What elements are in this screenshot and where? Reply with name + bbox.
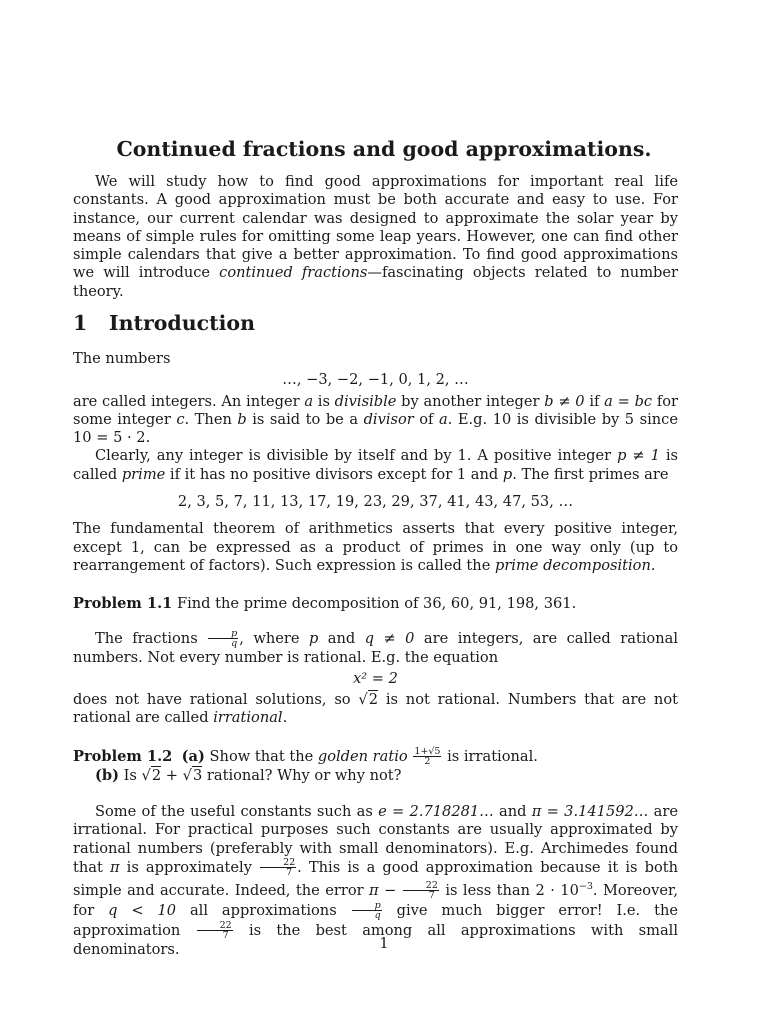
abstract-text-end: —fascinating objects related to number theory. (73, 264, 678, 300)
problem-1-2-b: (b) Is √2 + √3 rational? Why or why not? (95, 766, 402, 784)
integers-display: …, −3, −2, −1, 0, 1, 2, … (282, 371, 469, 389)
primes-paragraph: Clearly, any integer is divisible by itself and by 1. A positive integer p ≠ 1 is called prime if it has no positive divisors except for 1 and p. The first primes are (73, 447, 678, 483)
problem-1-2: Problem 1.2 (a) Show that the golden ratio $\frac{1+√5}{2}$ is irrational. (73, 745, 538, 768)
section-number: 1 (73, 311, 88, 335)
integers-definition: are called integers. An integer a is divisible by another integer b ≠ 0 if a = bc for some integer c. Then b is said to be a divisor of a. E.g. 10 is divisible by 5 since 10 = 5 · 2. (73, 392, 678, 447)
irrational-paragraph: does not have rational solutions, so √2 is not rational. Numbers that are not rational are called irrational. (73, 691, 678, 727)
page-number: 1 (379, 935, 389, 952)
abstract (73, 173, 678, 301)
section-body (73, 350, 678, 959)
equation-display: x² = 2 (353, 669, 398, 687)
problem-1-1: Problem 1.1 Find the prime decomposition of 36, 60, 91, 198, 361. (73, 595, 577, 613)
primes-display: 2, 3, 5, 7, 11, 13, 17, 19, 23, 29, 37, 41, 43, 47, 53, … (177, 493, 574, 511)
abstract-text: We will study how to find good approximations for important real life constants. A good approximation must be both accurate and easy to use. For instance, our current calendar was designed to approximate the solar year by means of simple rules for omitting some leap years. However, one can find other simple calendars that give a better approximation. To find good approximations we will introduce (73, 173, 678, 282)
problem-label: Problem 1.2 (73, 747, 173, 765)
constants-paragraph: Some of the useful constants such as e = 2.718281… and π = 3.141592… are irrational. For practical purposes such constants are usually approximated by rational numbers (preferably with small denominators). E.g. Archimedes found that π is approximately $\frac{22}{7}$ . This is a good approximation because it is both simple and accurate. Indeed, the error π − $\frac{22}{7}$ is less than $2 \cdot 10^{-3}$. Moreover, for q < 10 all approximations $\frac{p}{q}$ give much bigger error! I.e. the approximation $\frac{22}{7}$ is the best among all approximations with small denominators. (73, 803, 679, 958)
fundamental-theorem-paragraph: The fundamental theorem of arithmetics asserts that every positive integer, except 1, can be expressed as a product of primes in one way only (up to rearrangement of factors). Such expression is called the prime decomposition. (73, 520, 678, 574)
paper-title: Continued fractions and good approximations. (116, 137, 652, 161)
abstract-paragraph (73, 173, 678, 301)
fraction-p-q: $\frac{p}{q}$ (208, 629, 238, 649)
problem-label: Problem 1.1 (73, 595, 173, 613)
rational-paragraph: The fractions $\frac{p}{q}$ , where p and q ≠ 0 are integers, are called rational numbers. Not every number is rational. E.g. the equation (73, 627, 678, 666)
section-heading (73, 310, 255, 336)
section-title: Introduction (109, 311, 255, 335)
golden-ratio-fraction: $\frac{1+√5}{2}$ (414, 745, 441, 768)
abstract-emphasis: continued fractions (219, 264, 368, 282)
integers-lead: The numbers (73, 350, 171, 367)
